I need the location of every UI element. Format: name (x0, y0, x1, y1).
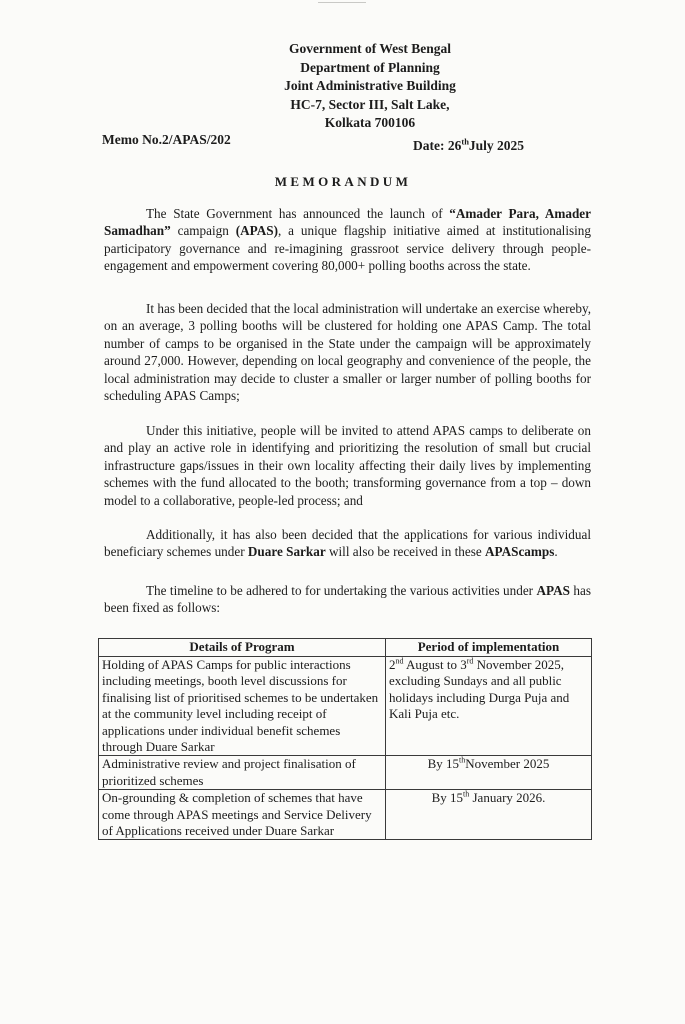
paragraph-booth-clustering: It has been decided that the local administration will undertake an exercise whereby, on an average, 3 polling booths will be clustered for holding one APAS Camp. The total number of camps to be organised in the State under the campaign will be approximately around 27,000. However, depending on local geography and convenience of the people, the local administration may decide to cluster a smaller or larger number of polling booths for scheduling APAS Camps; (104, 301, 591, 404)
table-cell-details: On-grounding & completion of schemes that have come through APAS meetings and Service Delivery of Applications received under Duare Sarkar (99, 790, 386, 840)
column-header-period: Period of implementation (386, 639, 592, 657)
memo-date: Date: 26thJuly 2025 (413, 136, 525, 153)
table-cell-period: 2nd August to 3rd November 2025, excluding Sundays and all public holidays including Durga Puja and Kali Puja etc. (386, 657, 592, 756)
table-header-row (99, 639, 592, 657)
table-row (99, 756, 592, 790)
letterhead-government: Government of West Bengal (288, 41, 452, 56)
program-timeline-table (98, 638, 592, 840)
letterhead-address: HC-7, Sector III, Salt Lake, (290, 96, 450, 112)
memo-number: Memo No.2/APAS/202 (102, 132, 231, 147)
table-row (99, 657, 592, 756)
letterhead-department: Department of Planning (300, 59, 440, 75)
paragraph-campaign-launch: The State Government has announced the launch of “Amader Para, Amader Samadhan” campaign (APAS), a unique flagship initiative aimed at institutionalising participatory governance and re-imagining grassroot service delivery through people-engagement and empowerment covering 80,000+ polling booths across the state. (104, 206, 591, 274)
letterhead-city: Kolkata 700106 (324, 115, 416, 130)
letterhead-building: Joint Administrative Building (284, 78, 456, 93)
table-cell-period: By 15th January 2026. (386, 790, 592, 840)
scan-mark (318, 2, 366, 3)
letterhead (260, 40, 480, 133)
table-cell-details: Administrative review and project finalisation of prioritized schemes (99, 756, 386, 790)
paragraph-initiative: Under this initiative, people will be invited to attend APAS camps to deliberate on and play an active role in identifying and prioritizing the resolution of small but crucial infrastructure gaps/issues in their own locality affecting their daily lives by implementing schemes with the fund allocated to the booth; transforming governance from a top – down model to a collaborative, people-led process; and (104, 423, 591, 508)
paragraph-timeline-intro: The timeline to be adhered to for undertaking the various activities under APAS has been fixed as follows: (104, 583, 591, 616)
table-cell-details: Holding of APAS Camps for public interactions including meetings, booth level discussions for finalising list of prioritised schemes to be undertaken at the community level including receipt of applications under individual benefit schemes through Duare Sarkar (99, 657, 386, 756)
paragraph-duare-sarkar: Additionally, it has also been decided that the applications for various individual beneficiary schemes under Duare Sarkar will also be received in these APAScamps. (104, 527, 591, 560)
page-title: MEMORANDUM (274, 174, 412, 189)
column-header-details: Details of Program (99, 639, 386, 657)
table-cell-period: By 15thNovember 2025 (386, 756, 592, 790)
table-row (99, 790, 592, 840)
